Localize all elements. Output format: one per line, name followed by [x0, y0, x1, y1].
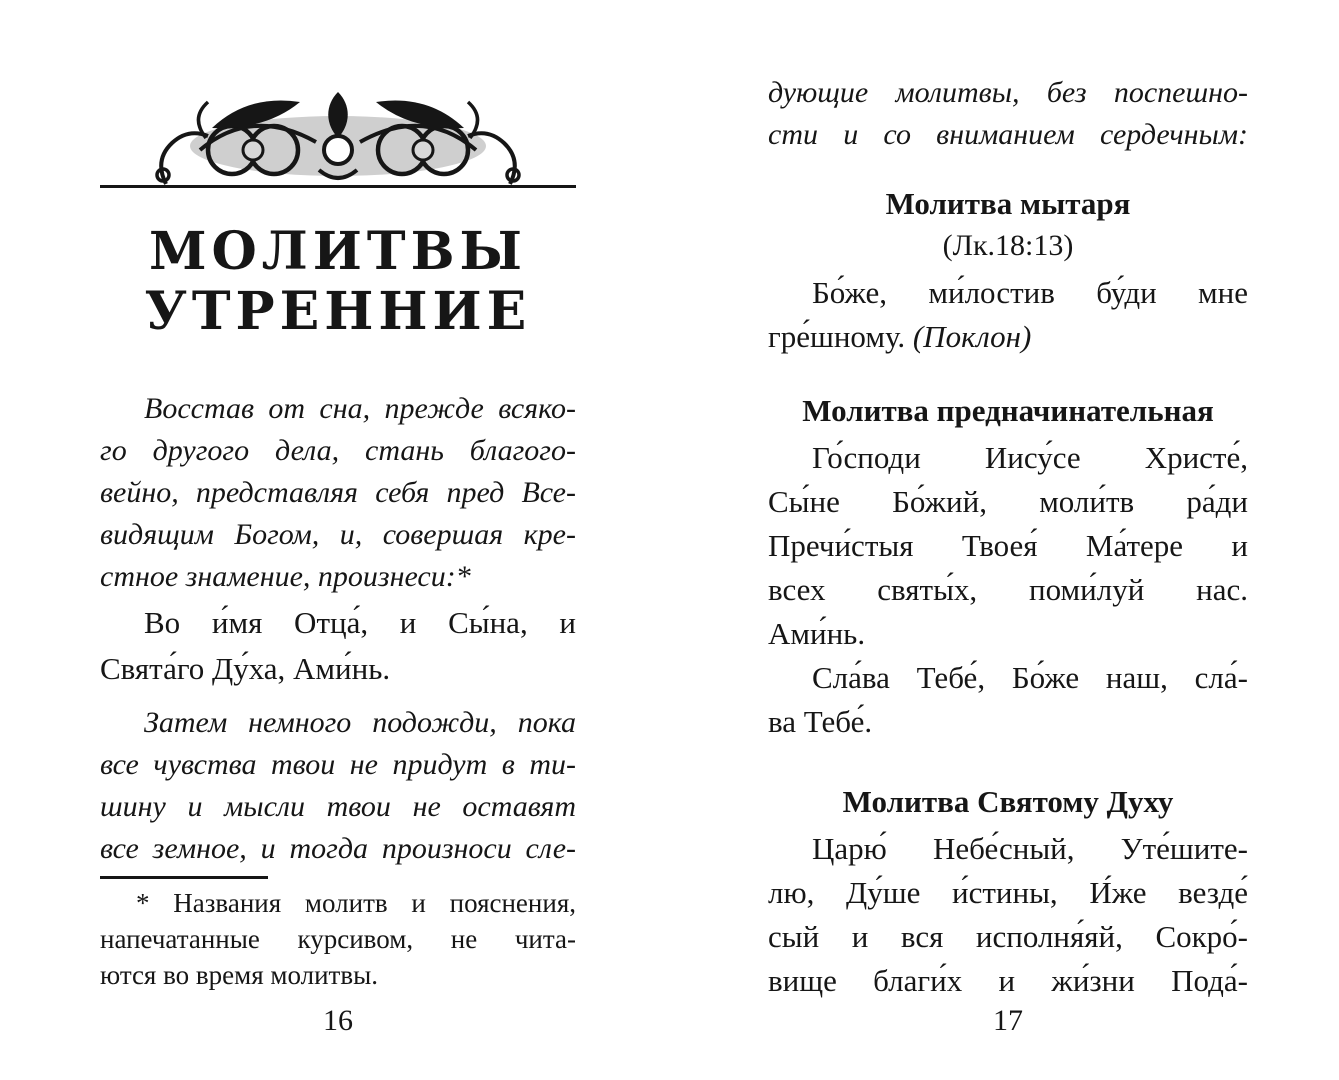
headpiece-ornament-icon [100, 88, 576, 192]
right-page [768, 72, 1248, 1003]
instruction-after-paragraph [100, 702, 576, 870]
title-line-2: УТРЕННИЕ [144, 281, 532, 342]
instruction-line: Затем немного подожди, пока [144, 706, 576, 739]
instruction-line: стное знамение, произнеси:* [100, 560, 471, 593]
prayer-line [768, 315, 1248, 359]
instruction-line: все земное, и тогда произноси сле- [100, 832, 576, 865]
footnote [100, 885, 576, 993]
title-line-1: МОЛИТВЫ [148, 221, 528, 282]
footnote-separator [100, 876, 268, 879]
opening-prayer [768, 436, 1248, 744]
instruction-line: го другого дела, стань благого- [100, 434, 576, 467]
scripture-reference: (Лк.18:13) [942, 229, 1074, 262]
bow-remark: (Поклон) [912, 319, 1032, 354]
instruction-line: все чувства твои не придут в ти- [100, 748, 576, 781]
instruction-line: Восстав от сна, прежде всяко- [144, 392, 576, 425]
page-number-left: 16 [323, 1004, 353, 1037]
prayer-line: Пречи́стыя Твоея́ Ма́тере и [768, 528, 1248, 563]
prayer-line: Ами́нь. [768, 616, 866, 651]
footnote-line: напечатанные курсивом, не чита- [100, 924, 576, 954]
instruction-line: сти и со вниманием сердечным: [768, 118, 1248, 151]
page-number-right: 17 [993, 1004, 1023, 1037]
prayer-of-the-publican [768, 271, 1248, 359]
instruction-line: вейно, представляя себя пред Все- [100, 476, 576, 509]
prayer-line: всех святы́х, поми́луй нас. [768, 572, 1248, 607]
prayer-text: гре́шному. [768, 319, 906, 354]
prayer-line: Бо́же, ми́лостив бу́ди мне [812, 275, 1248, 310]
heading-prayer-to-the-holy-spirit: Молитва Святому Духу [842, 784, 1174, 819]
prayer-line: Сы́не Бо́жий, моли́тв ра́ди [768, 484, 1248, 519]
prayer-line: Свята́го Ду́ха, Ами́нь. [100, 651, 391, 686]
doxology-line: Сла́ва Тебе́, Бо́же наш, сла́- [812, 660, 1248, 695]
prayer-line: вище благи́х и жи́зни Пода́- [768, 963, 1248, 998]
prayer-line: Царю́ Небе́сный, Уте́шите- [812, 831, 1248, 866]
prayer-line: Го́споди Иису́се Христе́, [812, 440, 1248, 475]
instruction-line: дующие молитвы, без поспешно- [768, 76, 1248, 109]
instruction-line: видящим Богом, и, совершая кре- [100, 518, 576, 551]
prayer-in-the-name [100, 600, 576, 692]
instruction-line: шину и мысли твои не оставят [100, 790, 576, 823]
prayer-line: сый и вся исполня́яй, Сокро́- [768, 919, 1248, 954]
prayer-line: лю, Ду́ше и́стины, И́же везде́ [768, 875, 1248, 910]
instruction-before-paragraph [100, 388, 576, 598]
footnote-line: * Названия молитв и пояснения, [136, 888, 576, 918]
prayer-line: Во и́мя Отца́, и Сы́на, и [144, 605, 576, 640]
prayer-to-the-holy-spirit [768, 827, 1248, 1003]
instruction-continued-paragraph [768, 72, 1248, 156]
footnote-line: ются во время молитвы. [100, 960, 378, 990]
doxology-line: ва Тебе́. [768, 704, 873, 739]
left-page [100, 88, 576, 993]
page-title [100, 222, 576, 342]
heading-prayer-of-the-publican: Молитва мытаря [885, 186, 1131, 221]
heading-opening-prayer: Молитва предначинательная [802, 393, 1214, 428]
